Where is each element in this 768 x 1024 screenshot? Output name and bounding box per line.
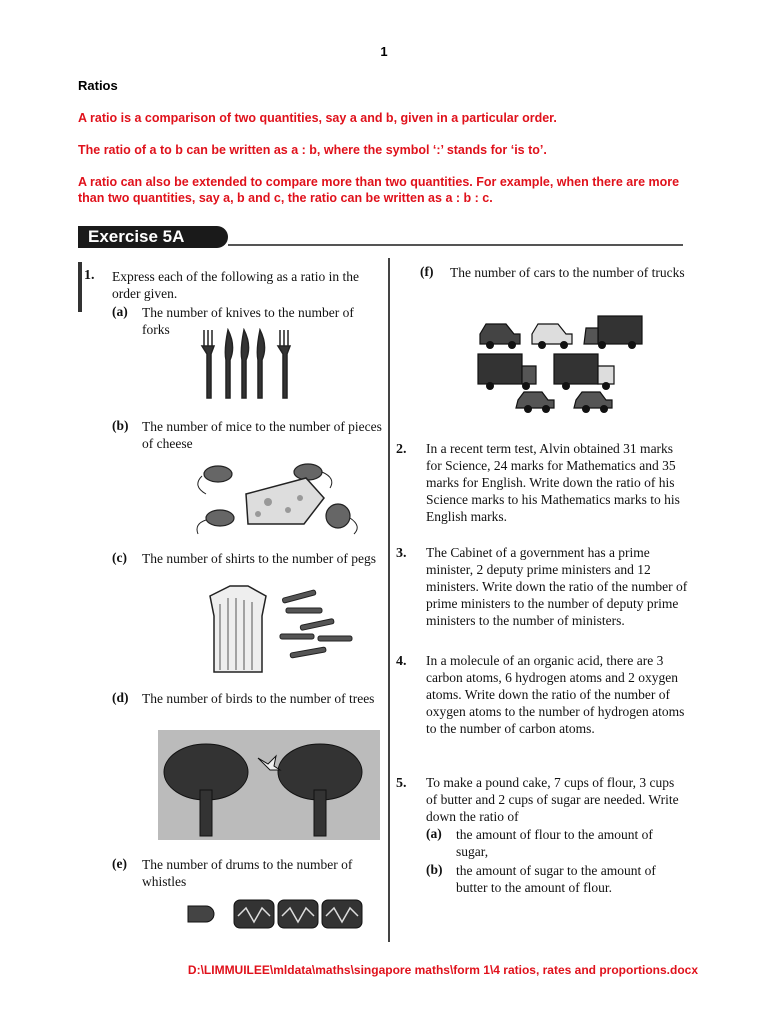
q5a-label: (a) (426, 826, 442, 841)
column-divider (388, 258, 390, 942)
exercise-scan (78, 222, 688, 942)
shirt-pegs-icon (190, 584, 360, 676)
q1e-text: The number of drums to the number of whistles (142, 857, 353, 889)
q1a-text: The number of knives to the number of forks (142, 305, 354, 337)
q4-text: In a molecule of an organic acid, there are 3 carbon atoms, 6 hydrogen atoms and 2 oxygen atoms. Write down the ratio of the number of oxygen atoms to the number of hydrogen atoms to the number of carbon atoms. (426, 653, 685, 736)
q1c-label: (c) (112, 550, 127, 565)
ratio-notation: The ratio of a to b can be written as a : b, where the symbol ‘:’ stands for ‘is to’. (78, 143, 547, 157)
q1b-label: (b) (112, 418, 129, 433)
extended-ratio: A ratio can also be extended to compare more than two quantities. For example, when there are more than two quantities, say a, b and c, the ratio can be written as a : b : c. (78, 175, 680, 205)
mice-cheese-icon (188, 458, 378, 538)
q1-number: 1. (84, 268, 95, 283)
q4-number: 4. (396, 654, 407, 669)
q1d-label: (d) (112, 690, 129, 705)
drums-whistle-icon (184, 896, 370, 930)
q1a-label: (a) (112, 304, 128, 319)
cutlery-icon (198, 328, 308, 400)
q5b-label: (b) (426, 862, 443, 877)
exercise-rule (228, 244, 683, 246)
q1-text: Express each of the following as a ratio in the order given. (112, 269, 360, 301)
q1b-text: The number of mice to the number of pieces of cheese (142, 419, 382, 451)
scan-edge (78, 262, 82, 312)
trees-bird-icon (158, 730, 380, 840)
q1f-label: (f) (420, 264, 434, 279)
file-path-footer: D:\LIMMUILEE\mldata\maths\singapore maths\form 1\4 ratios, rates and proportions.docx (187, 963, 698, 977)
exercise-title: Exercise 5A (78, 226, 228, 248)
q3-number: 3. (396, 546, 407, 561)
page-heading: Ratios (78, 78, 118, 93)
q1d-text: The number of birds to the number of trees (142, 691, 375, 706)
q5a-text: the amount of flour to the amount of sugar, (456, 827, 653, 859)
q5-text: To make a pound cake, 7 cups of flour, 3 cups of butter and 2 cups of sugar are needed. Write down the ratio of (426, 775, 679, 824)
q2-text: In a recent term test, Alvin obtained 31 marks for Science, 24 marks for Mathematics and 35 marks for English. Write down the ratio of his Science marks to his Mathematics marks to his English marks. (426, 441, 680, 524)
q1e-label: (e) (112, 856, 127, 871)
q1f-text: The number of cars to the number of trucks (450, 265, 685, 280)
q5b-text: the amount of sugar to the amount of butter to the amount of flour. (456, 863, 656, 895)
q1c-text: The number of shirts to the number of pegs (142, 551, 376, 566)
ratio-definition: A ratio is a comparison of two quantities, say a and b, given in a particular order. (78, 111, 557, 125)
q2-number: 2. (396, 442, 407, 457)
cars-trucks-icon (476, 310, 646, 416)
q5-number: 5. (396, 776, 407, 791)
q3-text: The Cabinet of a government has a prime minister, 2 deputy prime ministers and 12 ministers. Write down the ratio of the number of prime ministers to the number of deputy prime ministers to the number of ministers. (426, 545, 688, 628)
page-number: 1 (380, 44, 388, 59)
